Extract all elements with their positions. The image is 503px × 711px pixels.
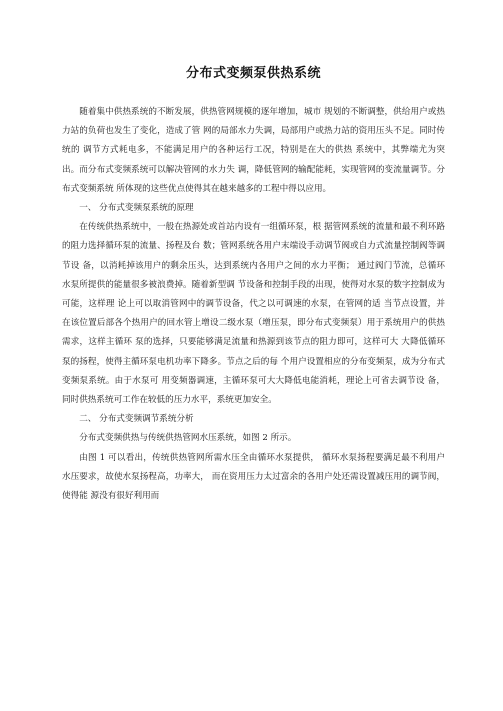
section-heading: 二、 分布式变频调节系统分析	[79, 414, 194, 425]
document-body	[62, 103, 445, 506]
document-title: 分布式变频泵供热系统	[185, 66, 321, 81]
body-paragraph: 由图 1 可以看出，传统供热管网所需水压全由循环水泵提供， 循环水泵扬程要满足最不利用户水压要求，故使水泵扬程高，功率大， 而在资用压力太过富余的各用户处还需设置减压用的调节阀，使得能 源没有很好利用而	[62, 452, 445, 502]
body-paragraph: 在传统供热系统中，一般在热源处或首站内设有一组循环泵，根 据管网系统的流量和最不利环路的阻力选择循环泵的流量、扬程及台 数；管网系统各用户末端设手动调节阀或自力式流量控制阀等调节设 备，以消耗掉该用户的剩余压头，达到系统内各用户之间的水力平衡； 通过阀门节流，总循环水泵所提供的能量很多被浪费掉。随着新型调 节设备和控制手段的出现，使得对水泵的数字控制成为可能，这样理 论上可以取消管网中的调节设备，代之以可调速的水泵，在管网的适 当节点设置，并在该位置后部各个热用户的回水管上增设二级水泵（增压泵，即分布式变频泵）用于系统用户的供热需求，这样主循环 泵的选择，只要能够满足流量和热源到该节点的阻力即可，这样可大 大降低循环泵的扬程，使得主循环泵电机功率下降多。节点之后的每 个用户设置相应的分布变频泵，成为分布式变频泵系统。由于水泵可 用变频器调速，主循环泵可大大降低电能消耗，理论上可省去调节设 备，同时供热系统可工作在较低的压力水平，系统更加安全。	[62, 222, 445, 406]
body-paragraph: 随着集中供热系统的不断发展，供热管网规模的逐年增加，城市 规划的不断调整，供给用户或热力站的负荷也发生了变化，造成了管 网的局部水力失调，局部用户或热力站的资用压头不足。同时传统的 调节方式耗电多，不能满足用户的各种运行工况，特别是在大的供热 系统中，其弊端尤为突出。而分布式变频系统可以解决管网的水力失 调，降低管网的输配能耗，实现管网的变流量调节。分布式变频系统 所体现的这些优点使得其在越来越多的工程中得以应用。	[62, 107, 445, 194]
body-paragraph: 分布式变频供热与传统供热管网水压系统，如图 2 所示。	[79, 433, 297, 444]
section-heading: 一、 分布式变频泵系统的原理	[79, 203, 194, 214]
